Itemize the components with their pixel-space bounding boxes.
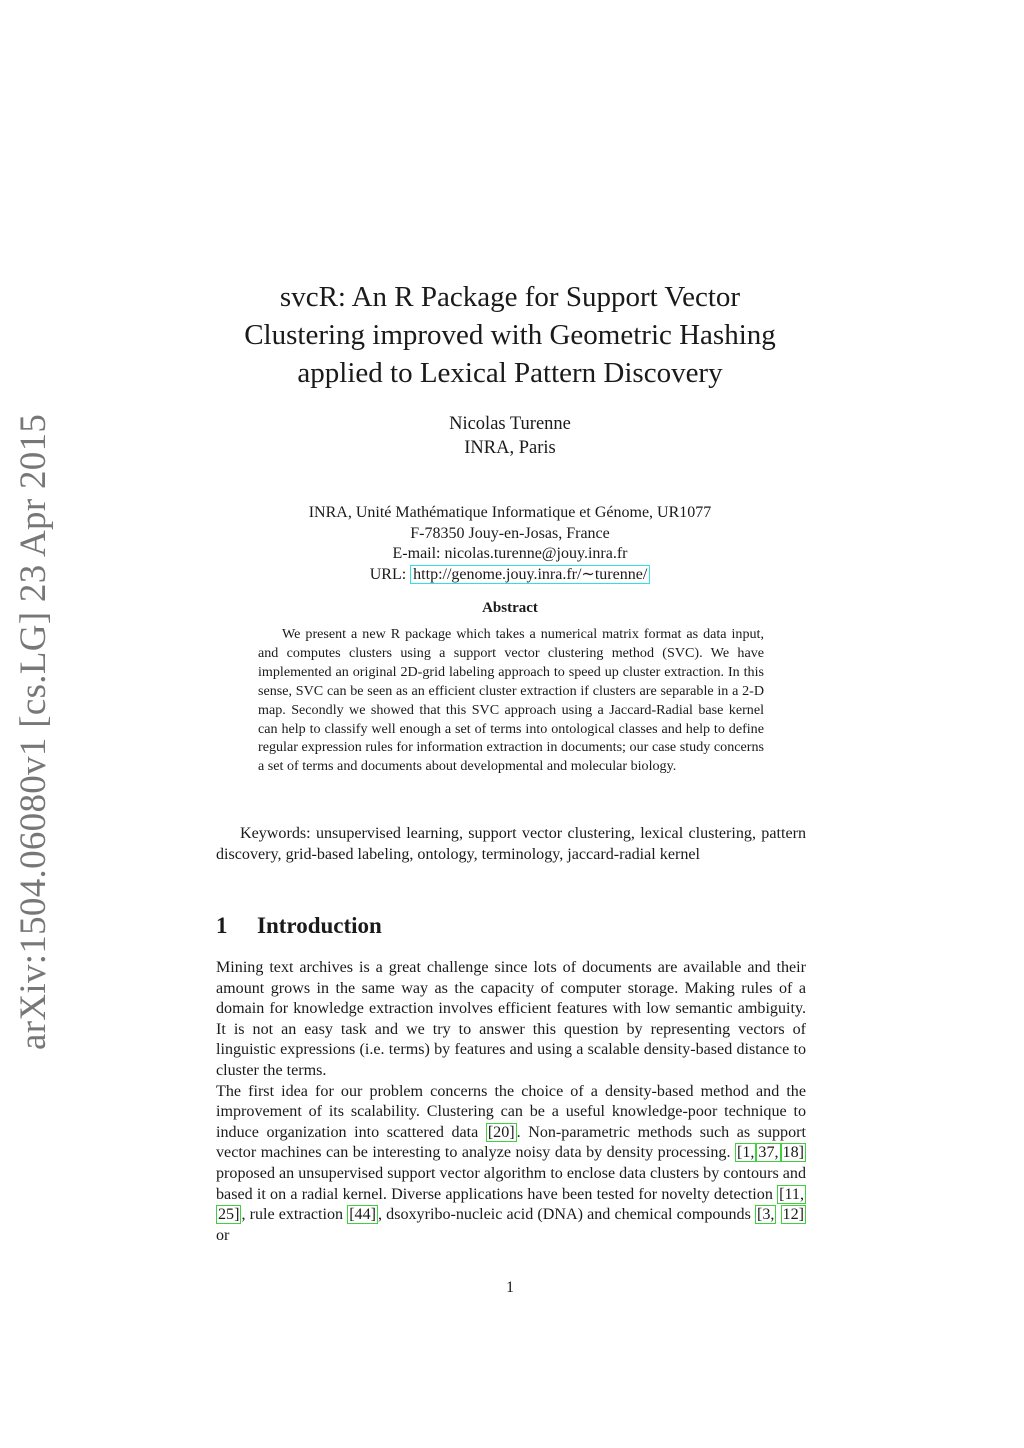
affiliation-address: F-78350 Jouy-en-Josas, France — [410, 524, 610, 542]
citation-link[interactable]: [11, — [779, 1185, 804, 1203]
author-short-affiliation: INRA, Paris — [464, 438, 556, 458]
paragraph-text: The first idea for our problem concerns the choice of a density-based method and the improvement of its scalability. Clustering can be a useful knowledge-poor technique to induce organization into scattered data — [216, 1082, 806, 1141]
keywords: Keywords: unsupervised learning, support vector clustering, lexical clustering, pattern discovery, grid-based labeling, ontology, terminology, jaccard-radial kernel — [216, 825, 806, 863]
paragraph-text: . Non-parametric methods such as support vector machines can be interesting to analyze noisy data by density processing. — [216, 1123, 806, 1162]
author-url-line — [200, 565, 820, 586]
paragraph-text: , rule extraction — [241, 1206, 348, 1224]
title-line: svcR: An R Package for Support Vector — [279, 281, 741, 313]
citation-link[interactable]: [1, — [736, 1144, 755, 1162]
citation-link[interactable]: [3, — [756, 1206, 775, 1224]
introduction-body — [216, 958, 806, 1246]
section-number: 1 — [216, 913, 228, 938]
arxiv-identifier-stamp: arXiv:1504.06080v1 [cs.LG] 23 Apr 2015 — [13, 413, 54, 1050]
paragraph-text: proposed an unsupervised support vector algorithm to enclose data clusters by contours and based it on a radial kernel. Diverse applications have been tested for novelty detection — [216, 1164, 806, 1203]
author-block — [300, 412, 720, 460]
section-title: Introduction — [257, 913, 382, 938]
citation-link[interactable]: 25] — [218, 1206, 240, 1224]
affiliation-block — [200, 503, 820, 585]
title-line: applied to Lexical Pattern Discovery — [297, 357, 723, 389]
url-label: URL: — [369, 565, 407, 583]
paragraph — [216, 1082, 806, 1247]
author-name: Nicolas Turenne — [449, 414, 571, 434]
paragraph-text: or — [216, 1226, 230, 1244]
affiliation-line: INRA, Unité Mathématique Informatique et Génome, UR1077 — [308, 504, 712, 521]
paragraph: Mining text archives is a great challenge since lots of documents are available and their amount grows in the same way as the capacity of computer storage. Making rules of a domain for knowledge extraction involves efficient features with low semantic ambiguity. It is not an easy task and we try to answer this question by representing vectors of linguistic expressions (i.e. terms) by features and using a scalable density-based distance to cluster the terms. — [216, 959, 806, 1079]
paragraph-text: , dsoxyribo-nucleic acid (DNA) and chemical compounds — [378, 1206, 755, 1224]
citation-link[interactable]: [44] — [349, 1206, 377, 1224]
section-heading-introduction — [216, 913, 382, 939]
citation-link[interactable]: 12] — [782, 1206, 804, 1224]
paper-title — [180, 278, 840, 392]
title-line: Clustering improved with Geometric Hashing — [244, 319, 776, 351]
abstract-heading: Abstract — [482, 600, 538, 616]
page-number: 1 — [506, 1279, 514, 1296]
abstract-text: We present a new R package which takes a numerical matrix format as data input, and computes clusters using a support vector clustering method (SVC). We have implemented an original 2D-grid labeling approach to speed up cluster extraction. In this sense, SVC can be seen as an efficient cluster extraction if clusters are separable in a 2-D map. Secondly we showed that this SVC approach using a Jaccard-Radial base kernel can help to classify well enough a set of terms into ontological classes and help to define regular expression rules for information extraction in documents; our case study concerns a set of terms and documents about developmental and molecular biology. — [258, 626, 764, 775]
citation-link[interactable]: 37, — [758, 1144, 779, 1162]
homepage-link[interactable]: http://genome.jouy.inra.fr/∼turenne/ — [410, 565, 650, 584]
citation-link[interactable]: [20] — [487, 1123, 515, 1141]
author-email: E-mail: nicolas.turenne@jouy.inra.fr — [392, 545, 628, 562]
citation-link[interactable]: 18] — [782, 1144, 804, 1162]
